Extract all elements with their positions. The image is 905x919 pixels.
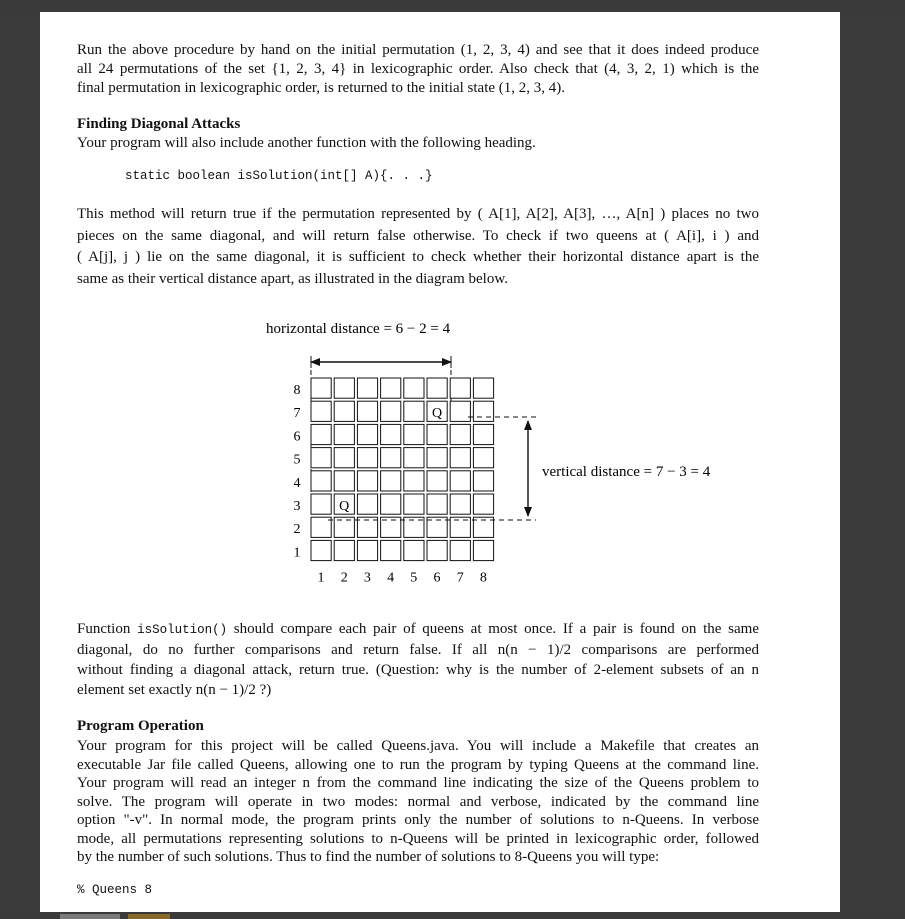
board-cell xyxy=(311,448,331,468)
board-cell xyxy=(427,378,447,398)
board-cell xyxy=(357,494,377,514)
board-cell xyxy=(404,448,424,468)
board-cell xyxy=(450,448,470,468)
heading-subtext: Your program will also include another function with the following heading. xyxy=(77,135,536,151)
text-line: Run the above procedure by hand on the initial permutation (1, 2, 3, 4) and see that it does indeed produce xyxy=(77,42,759,58)
page-thumbnail[interactable] xyxy=(128,914,170,919)
board-cell xyxy=(450,494,470,514)
board-cell xyxy=(450,471,470,491)
text-line: diagonal, do no further comparisons and return false. If all n(n − 1)/2 comparisons are performed xyxy=(77,642,759,658)
board-cell xyxy=(311,540,331,560)
column-label: 7 xyxy=(456,570,464,586)
board-cell xyxy=(473,424,493,444)
board-cell xyxy=(381,448,401,468)
text-line: element set exactly n(n − 1)/2 ?) xyxy=(77,682,272,698)
board-cell xyxy=(334,378,354,398)
board-cell xyxy=(404,540,424,560)
board-cell xyxy=(357,401,377,421)
text-line: Your program for this project will be called Queens.java. You will include a Makefile that creates an xyxy=(77,738,759,754)
board-cell xyxy=(357,424,377,444)
row-label: 6 xyxy=(293,429,301,445)
board-cell xyxy=(473,401,493,421)
text-line: mode, all permutations representing solutions to n-Queens will be printed in lexicographic order, followed xyxy=(77,830,759,847)
board-cell xyxy=(311,424,331,444)
text-line: Function isSolution() should compare each pair of queens at most once. If a pair is found on the same xyxy=(77,621,760,637)
board-cell xyxy=(381,540,401,560)
row-label: 1 xyxy=(293,545,301,561)
board-cell xyxy=(404,378,424,398)
board-cell xyxy=(427,448,447,468)
viewer-top-bar xyxy=(0,0,905,12)
board-cell xyxy=(311,471,331,491)
board-cell xyxy=(381,494,401,514)
board-cell xyxy=(334,540,354,560)
text-line: option "-v". In normal mode, the program prints only the number of solutions to n-Queens. In verbose xyxy=(77,812,759,828)
board-cell xyxy=(334,401,354,421)
column-label: 6 xyxy=(433,570,441,586)
heading-finding-diagonal-attacks: Finding Diagonal Attacks xyxy=(77,116,241,132)
board-cell xyxy=(450,401,470,421)
board-cell xyxy=(450,378,470,398)
text-line: solve. The program will operate in two modes: normal and verbose, indicated by the command line xyxy=(77,793,759,810)
queen-piece: Q xyxy=(339,499,350,514)
text-line: by the number of such solutions. Thus to find the number of solutions to 8-Queens you will type: xyxy=(77,849,660,865)
paragraph-issolution xyxy=(77,619,759,700)
code-command: % Queens 8 xyxy=(77,883,153,897)
paragraph-program-operation xyxy=(77,737,759,867)
row-label: 8 xyxy=(293,383,301,398)
inline-code: isSolution() xyxy=(137,623,228,637)
board-cell xyxy=(473,540,493,560)
vertical-distance-label: vertical distance = 7 − 3 = 4 xyxy=(542,464,711,480)
text-line: executable Jar file called Queens, allowing one to run the program by typing Queens at the command line. xyxy=(77,756,759,773)
board-cell xyxy=(473,494,493,514)
column-label: 4 xyxy=(387,570,395,586)
board-cell xyxy=(311,378,331,398)
paragraph-procedure xyxy=(77,41,759,98)
column-label: 8 xyxy=(479,570,487,586)
diagonal-diagram xyxy=(240,312,711,602)
column-label: 5 xyxy=(410,570,418,586)
text-line: pieces on the same diagonal, and will return false otherwise. To check if two queens at ( A[i], i ) and xyxy=(77,227,759,244)
row-label: 4 xyxy=(293,475,301,491)
paragraph-method xyxy=(77,204,759,290)
column-labels xyxy=(318,571,487,586)
document-page xyxy=(40,12,840,912)
queen-piece: Q xyxy=(431,406,443,422)
board-cell xyxy=(334,471,354,491)
board-cell xyxy=(381,424,401,444)
text-line: Your program will read an integer n from the command line indicating the size of the Queens problem to xyxy=(77,775,759,791)
column-label: 3 xyxy=(363,570,371,586)
row-label: 2 xyxy=(293,522,301,538)
row-label: 5 xyxy=(293,452,301,468)
row-labels xyxy=(294,383,301,560)
board-cell xyxy=(427,540,447,560)
board-cell xyxy=(357,378,377,398)
board-cell xyxy=(427,424,447,444)
board-cell xyxy=(357,448,377,468)
code-signature: static boolean isSolution(int[] A){. . .} xyxy=(125,169,433,183)
board-cell xyxy=(381,378,401,398)
text-line: all 24 permutations of the set {1, 2, 3, 4} in lexicographic order. Also check that (4, 3, 2, 1) which is the xyxy=(77,61,759,77)
board-cell xyxy=(404,401,424,421)
text-line: final permutation in lexicographic order, is returned to the initial state (1, 2, 3, 4). xyxy=(77,80,566,96)
row-label: 7 xyxy=(293,406,301,422)
board-cell xyxy=(381,401,401,421)
text-line: same as their vertical distance apart, as illustrated in the diagram below. xyxy=(77,270,508,287)
board-cell xyxy=(473,471,493,491)
row-label: 3 xyxy=(293,499,301,514)
board-cell xyxy=(404,471,424,491)
chess-board xyxy=(311,378,494,561)
board-cell xyxy=(334,448,354,468)
text-line: without finding a diagonal attack, return true. (Question: why is the number of 2-element subsets of an n xyxy=(77,662,759,678)
page-thumbnail[interactable] xyxy=(60,914,120,919)
board-cell xyxy=(450,540,470,560)
board-cell xyxy=(427,471,447,491)
board-cell xyxy=(450,424,470,444)
column-label: 1 xyxy=(317,570,325,586)
column-label: 2 xyxy=(340,570,348,586)
board-cell xyxy=(473,448,493,468)
board-cell xyxy=(473,378,493,398)
horizontal-distance-label: horizontal distance = 6 − 2 = 4 xyxy=(266,321,451,337)
heading-program-operation: Program Operation xyxy=(77,718,204,734)
board-cell xyxy=(334,424,354,444)
board-cell xyxy=(311,494,331,514)
board-cell xyxy=(427,494,447,514)
board-cell xyxy=(404,494,424,514)
text-line: This method will return true if the permutation represented by ( A[1], A[2], A[3], …, A[n] ) places no two xyxy=(77,206,759,222)
board-cell xyxy=(311,401,331,421)
board-cell xyxy=(381,471,401,491)
board-cell xyxy=(357,540,377,560)
text-line: ( A[j], j ) lie on the same diagonal, it is sufficient to check whether their horizontal distance apart is the xyxy=(77,249,759,265)
board-cell xyxy=(357,471,377,491)
board-cell xyxy=(404,424,424,444)
